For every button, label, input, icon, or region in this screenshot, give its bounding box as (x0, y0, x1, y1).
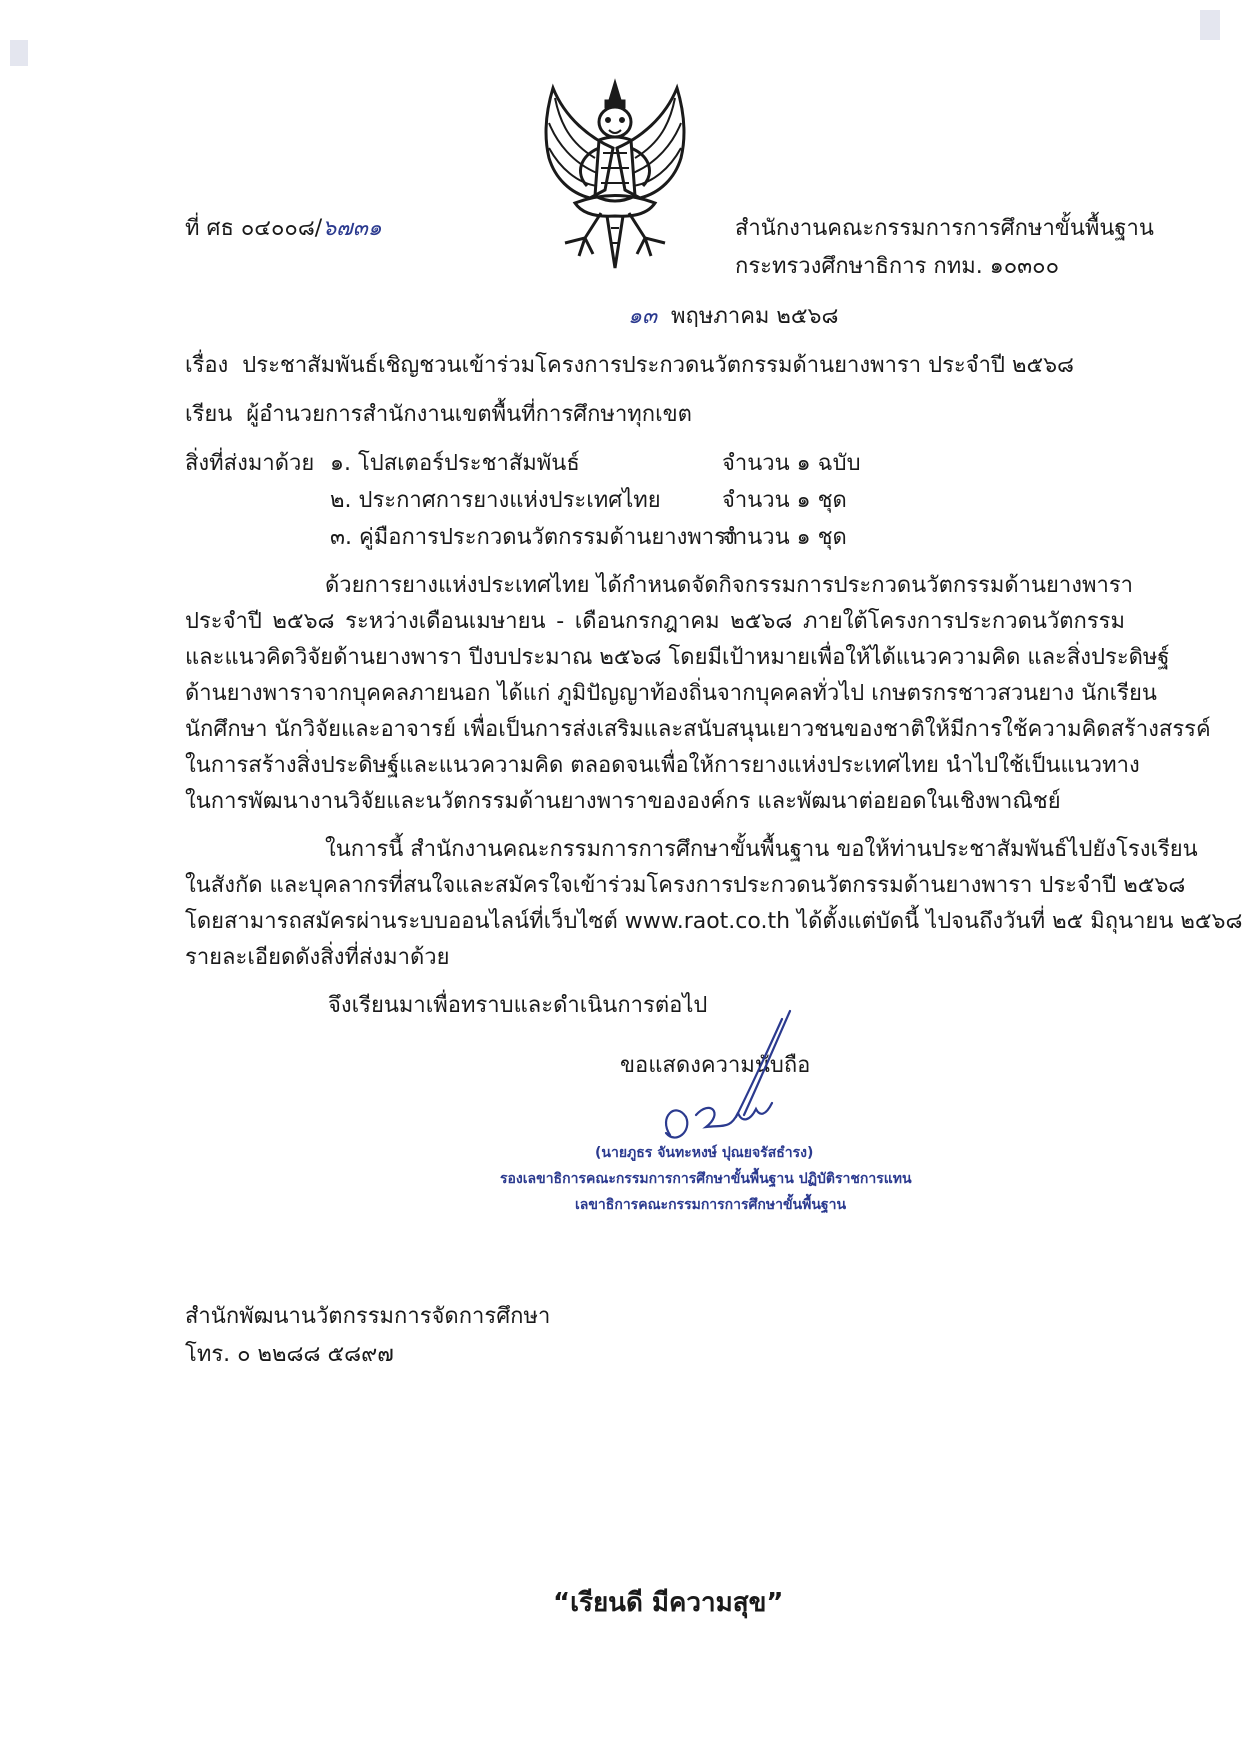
garuda-emblem-icon (535, 78, 695, 270)
enclosure-item: ๑. โปสเตอร์ประชาสัมพันธ์ (330, 451, 580, 476)
subject-text: ประชาสัมพันธ์เชิญชวนเข้าร่วมโครงการประกวดนวัตกรรมด้านยางพารา ประจำปี ๒๕๖๘ (242, 353, 1075, 378)
reference-number (185, 218, 382, 240)
enclosures-label: สิ่งที่ส่งมาด้วย (185, 451, 315, 476)
recipient-label: เรียน (185, 402, 233, 427)
paragraph-line: และแนวคิดวิจัยด้านยางพารา ปีงบประมาณ ๒๕๖๘ โดยมีเป้าหมายเพื่อให้ได้แนวความคิด และสิ่งประดิษฐ์ (185, 645, 1170, 670)
handwritten-signature-icon (640, 1005, 800, 1165)
paragraph-line: ด้านยางพาราจากบุคคลภายนอก ได้แก่ ภูมิปัญญาท้องถิ่นจากบุคคลทั่วไป เกษตรกรชาวสวนยาง นักเรียน (185, 681, 1157, 706)
signatory-name: (นายภูธร จันทะหงษ์ ปุณยจรัสธำรง) (595, 1145, 814, 1161)
office-phone: โทร. ๐ ๒๒๘๘ ๕๘๙๗ (185, 1342, 394, 1367)
body-paragraph-1 (185, 568, 1211, 820)
subject-label: เรื่อง (185, 353, 229, 378)
scan-speck (10, 40, 28, 66)
letter-date (628, 306, 839, 328)
paragraph-line: โดยสามารถสมัครผ่านระบบออนไลน์ที่เว็บไซต์ www.raot.co.th ได้ตั้งแต่บัดนี้ ไปจนถึงวันที่ ๒๕ มิถุนายน ๒๕๖๘ (185, 909, 1243, 934)
enclosure-qty: จำนวน ๑ ชุด (722, 525, 847, 550)
paragraph-line: ในการสร้างสิ่งประดิษฐ์และแนวความคิด ตลอดจนเพื่อให้การยางแห่งประเทศไทย นำไปใช้เป็นแนวทาง (185, 753, 1140, 778)
enclosure-item: ๒. ประกาศการยางแห่งประเทศไทย (330, 488, 661, 513)
paragraph-line: ด้วยการยางแห่งประเทศไทย ได้กำหนดจัดกิจกรรมการประกวดนวัตกรรมด้านยางพารา (325, 573, 1134, 598)
paragraph-line: รายละเอียดดังสิ่งที่ส่งมาด้วย (185, 945, 450, 970)
slogan: “เรียนดี มีความสุข” (553, 1588, 784, 1618)
org-name-line1: สำนักงานคณะกรรมการการศึกษาขั้นพื้นฐาน (735, 216, 1154, 241)
reference-handwritten: ๖๗๓๑ (322, 216, 382, 241)
paragraph-line: นักศึกษา นักวิจัยและอาจารย์ เพื่อเป็นการส่งเสริมและสนับสนุนเยาวชนของชาติให้มีการใช้ความคิดสร้างสรรค์ (185, 717, 1211, 742)
reference-prefix: ที่ ศธ ๐๔๐๐๘/ (185, 216, 323, 241)
recipient-text: ผู้อำนวยการสำนักงานเขตพื้นที่การศึกษาทุกเขต (246, 402, 692, 427)
body-paragraph-2 (185, 832, 1243, 976)
enclosure-qty: จำนวน ๑ ชุด (722, 488, 847, 513)
date-month-year: พฤษภาคม ๒๕๖๘ (671, 304, 839, 329)
date-day-handwritten: ๑๓ (628, 304, 658, 329)
paragraph-line: ในการพัฒนางานวิจัยและนวัตกรรมด้านยางพาราขององค์กร และพัฒนาต่อยอดในเชิงพาณิชย์ (185, 789, 1061, 814)
salutation: ขอแสดงความนับถือ (620, 1053, 811, 1078)
scan-speck (1200, 10, 1220, 40)
enclosure-qty: จำนวน ๑ ฉบับ (722, 451, 861, 476)
closing-line: จึงเรียนมาเพื่อทราบและดำเนินการต่อไป (328, 993, 708, 1018)
enclosure-item: ๓. คู่มือการประกวดนวัตกรรมด้านยางพารา (330, 525, 739, 550)
org-name-line2: กระทรวงศึกษาธิการ กทม. ๑๐๓๐๐ (735, 254, 1060, 279)
signatory-position-line2: เลขาธิการคณะกรรมการการศึกษาขั้นพื้นฐาน (575, 1197, 847, 1213)
paragraph-line: ในสังกัด และบุคลากรที่สนใจและสมัครใจเข้าร่วมโครงการประกวดนวัตกรรมด้านยางพารา ประจำปี ๒๕๖๘ (185, 873, 1186, 898)
signatory-position-line1: รองเลขาธิการคณะกรรมการการศึกษาขั้นพื้นฐาน ปฏิบัติราชการแทน (500, 1171, 912, 1187)
paragraph-line: ในการนี้ สำนักงานคณะกรรมการการศึกษาขั้นพื้นฐาน ขอให้ท่านประชาสัมพันธ์ไปยังโรงเรียน (325, 837, 1198, 862)
issuing-office: สำนักพัฒนานวัตกรรมการจัดการศึกษา (185, 1304, 551, 1329)
recipient-line (185, 404, 692, 426)
subject-line (185, 355, 1074, 377)
paragraph-line: ประจำปี ๒๕๖๘ ระหว่างเดือนเมษายน - เดือนกรกฎาคม ๒๕๖๘ ภายใต้โครงการประกวดนวัตกรรม (185, 609, 1125, 634)
